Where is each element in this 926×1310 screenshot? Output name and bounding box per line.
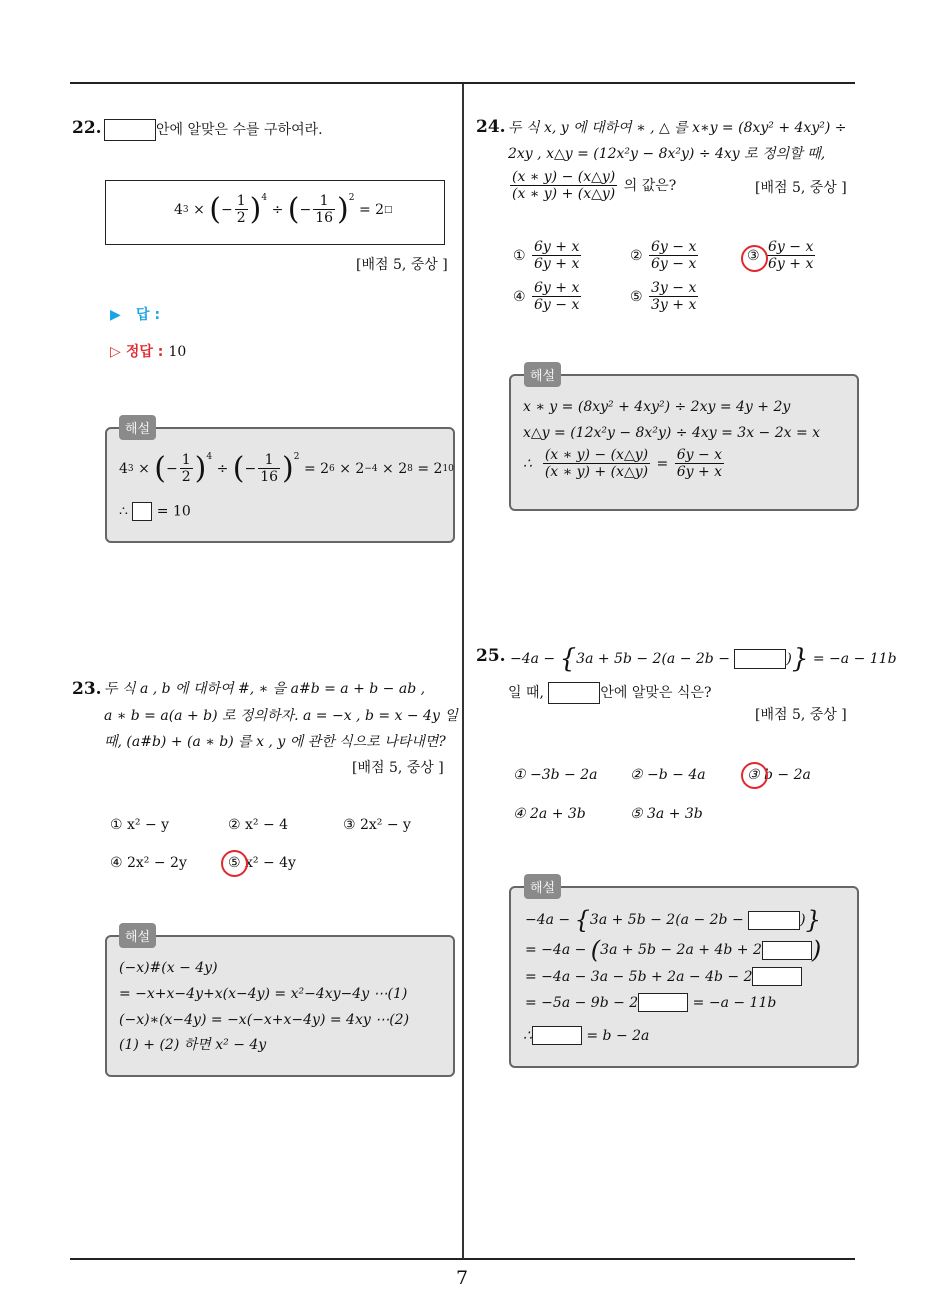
q23-explanation-line4: (1) + (2) 하면 x² − 4y (119, 1037, 267, 1053)
q22-explanation-box (105, 427, 455, 543)
q25-explanation-box (509, 886, 859, 1068)
q24-choice-1[interactable]: ① $\frac{6y + x}{6y + x}$ (513, 239, 580, 273)
q23-explanation-line2: = −x+x−4y+x(x−4y) = x²−4xy−4y ⋯(1) (119, 986, 408, 1002)
answer-blank (734, 649, 786, 669)
selected-answer-circle (221, 850, 248, 877)
q23-choice-1[interactable]: ① x² − y (110, 817, 170, 833)
q25-explanation-line5-right: = b − 2a (586, 1027, 650, 1044)
q24-explanation-line2: x△y = (12x²y − 8x²y) ÷ 4xy = 3x − 2x = x (523, 425, 821, 441)
explanation-tag: 해설 (524, 362, 561, 387)
answer-blank (638, 993, 688, 1012)
answer-blank (104, 119, 156, 141)
q24-explanation-line1: x ∗ y = (8xy² + 4xy²) ÷ 2xy = 4y + 2y (523, 399, 791, 415)
q24-line3-text: 의 값은? (623, 178, 677, 195)
answer-label: 답 : (136, 307, 161, 323)
column-divider (462, 84, 464, 1259)
q22-prompt (104, 119, 323, 141)
q24-choice-5[interactable]: ⑤ $\frac{3y - x}{3y + x}$ (630, 280, 697, 314)
q22-correct-row (110, 341, 186, 361)
q25-explanation-line3: = −4a − 3a − 5b + 2a − 4b − 2 (525, 967, 802, 986)
q24-choice-3[interactable]: ③ $\frac{6y - x}{6y + x}$ (747, 239, 814, 273)
answer-blank (548, 682, 600, 704)
q24-choice-4[interactable]: ④ $\frac{6y + x}{6y - x}$ (513, 280, 580, 314)
q22-explanation-line1: 4 3 × ( − $\frac{1}{2}$ ) $^4$ ÷ ( − $\frac{1}{16}$ ) $^2$ = 2 6 × 2 −4 × 2 8 = 2 10 (119, 451, 454, 487)
answer-blank (752, 967, 802, 986)
q25-explanation-line2: = −4a − ( 3a + 5b − 2a + 4b + 2 ) (525, 936, 822, 964)
q24-number: 24. (476, 117, 506, 137)
q23-explanation-line1: (−x)#(x − 4y) (119, 960, 218, 976)
q25-number: 25. (476, 646, 506, 666)
selected-answer-circle (741, 762, 768, 789)
answer-blank (762, 941, 812, 960)
q24-line3: $\frac{(x ∗ y) - (x\triangle y)}{(x ∗ y) + (x\triangle y)}$ 의 값은? (512, 169, 677, 203)
q25-line1: −4a − { 3a + 5b − 2(a − 2b − ) } = −a − 11b (510, 644, 897, 674)
q25-choice-5[interactable]: ⑤ 3a + 3b (630, 806, 703, 822)
q24-choice-2[interactable]: ② $\frac{6y - x}{6y - x}$ (630, 239, 697, 273)
q22-expression: 4 3 × ( − $\frac{1}{2}$ ) $^4$ ÷ ( − $\frac{1}{16}$ ) $^2$ = 2 □ (174, 192, 393, 228)
q25-choice-1[interactable]: ① −3b − 2a (513, 767, 598, 783)
q23-choice-5[interactable]: ⑤ x² − 4y (228, 855, 296, 871)
q25-explanation-line4 (525, 993, 776, 1012)
q25-explanation-line1: −4a − { 3a + 5b − 2(a − 2b − ) } (525, 906, 821, 934)
q25-choice-3[interactable]: ③ b − 2a (747, 767, 811, 783)
q23-choice-2[interactable]: ② x² − 4 (228, 817, 289, 833)
q23-line1: 두 식 a , b 에 대하여 #, ∗ 을 a#b = a + b − ab , (104, 681, 426, 697)
q24-difficulty: [배점 5, 중상 ] (755, 180, 847, 196)
explanation-tag: 해설 (524, 874, 561, 899)
q23-number: 23. (72, 679, 102, 699)
q22-expression-box (105, 180, 445, 245)
q22-difficulty: [배점 5, 중상 ] (356, 257, 448, 273)
q22-prompt-text: 안에 알맞은 수를 구하여라. (156, 122, 323, 138)
q25-line2b-text: 안에 알맞은 식은? (600, 685, 712, 701)
q25-choice-4[interactable]: ④ 2a + 3b (513, 806, 586, 822)
q25-explanation-line4-right: = −a − 11b (692, 994, 777, 1011)
q25-difficulty: [배점 5, 중상 ] (755, 707, 847, 723)
explanation-tag: 해설 (119, 923, 156, 948)
answer-blank (132, 502, 152, 521)
outline-play-icon: ▷ (110, 344, 121, 360)
q22-answer-row (110, 304, 160, 324)
q22-number: 22. (72, 118, 102, 138)
q24-line1: 두 식 x, y 에 대하여 ∗ , △ 를 x∗y = (8xy² + 4xy²) ÷ (508, 120, 847, 136)
q25-line2-text: 일 때, (508, 685, 544, 701)
play-icon: ▶ (110, 307, 121, 323)
q23-explanation-line3: (−x)∗(x−4y) = −x(−x+x−4y) = 4xy ⋯(2) (119, 1012, 410, 1028)
correct-value: 10 (168, 344, 187, 360)
q23-difficulty: [배점 5, 중상 ] (352, 760, 444, 776)
q24-explanation-box (509, 374, 859, 511)
answer-blank (748, 911, 800, 930)
q25-choice-2[interactable]: ② −b − 4a (630, 767, 706, 783)
answer-blank (532, 1026, 582, 1045)
page-number: 7 (456, 1267, 469, 1289)
q25-explanation-line4-left: = −5a − 9b − 2 (525, 994, 639, 1011)
explanation-tag: 해설 (119, 415, 156, 440)
selected-answer-circle (741, 245, 768, 272)
q23-line3: 때, (a#b) + (a ∗ b) 를 x , y 에 관한 식으로 나타내면? (104, 734, 446, 750)
q23-choice-4[interactable]: ④ 2x² − 2y (110, 855, 187, 871)
q24-line2: 2xy , x△y = (12x²y − 8x²y) ÷ 4xy 로 정의할 때, (508, 146, 826, 162)
q23-choice-3[interactable]: ③ 2x² − y (343, 817, 411, 833)
q22-explanation-line2: ∴ = 10 (119, 503, 191, 520)
q23-explanation-box (105, 935, 455, 1077)
q25-explanation-line5: ∴ = b − 2a (523, 1027, 650, 1044)
q25-line2 (508, 682, 711, 704)
q23-line2: a ∗ b = a(a + b) 로 정의하자. a = −x , b = x − 4y 일 (104, 708, 458, 724)
q24-explanation-line3: ∴ $\frac{(x ∗ y) - (x\triangle y)}{(x ∗ y) + (x\triangle y)}$ = $\frac{6y - x}{6y + x}$ (523, 447, 723, 481)
correct-label: 정답 : (125, 344, 164, 360)
